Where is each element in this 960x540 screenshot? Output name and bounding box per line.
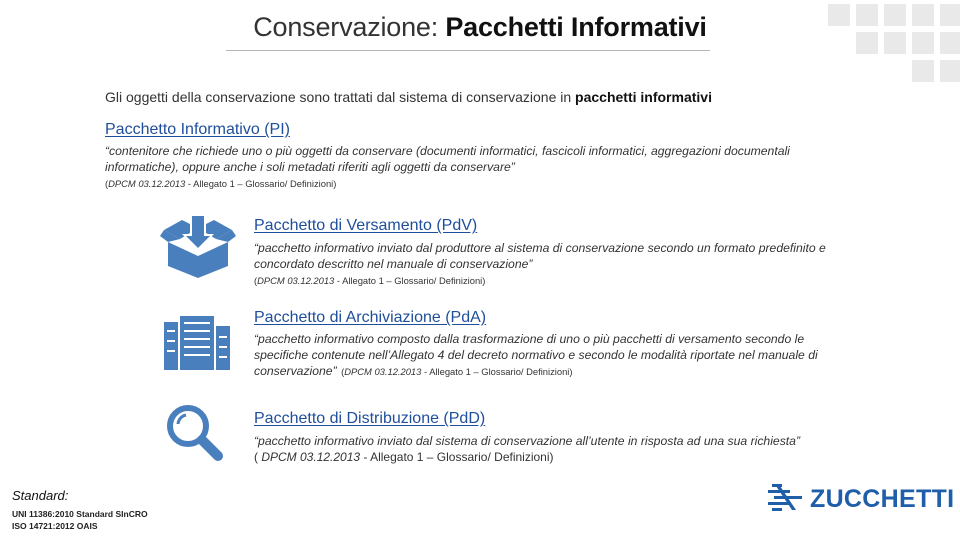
pdv-source-ref: DPCM 03.12.2013: [257, 275, 335, 286]
pdd-source-ref: DPCM 03.12.2013: [261, 450, 361, 464]
standard-label: Standard:: [12, 488, 69, 503]
pdd-quote-line1: “pacchetto informativo inviato dal sistema di conservazione all’utente in risposta ad una sua richiesta”: [254, 434, 801, 448]
pda-quote-line1: “pacchetto informativo composto dalla trasformazione di uno o più pacchetti di versamento secondo le: [254, 332, 805, 346]
pdv-quote-line2: concordato descritto nel manuale di conservazione”: [254, 257, 533, 271]
standard-line-uni: UNI 11386:2010 Standard SInCRO: [12, 509, 148, 519]
pi-source-ref: DPCM 03.12.2013: [108, 178, 186, 189]
pda-quote-line3: conservazione”: [254, 364, 337, 378]
pda-quote: [254, 331, 884, 363]
box-download-icon: [160, 212, 236, 280]
pda-source: (DPCM 03.12.2013 - Allegato 1 – Glossario/ Definizioni): [341, 366, 573, 377]
pda-source-rest: - Allegato 1 – Glossario/ Definizioni): [421, 366, 573, 377]
zucchetti-logo-text: ZUCCHETTI: [810, 485, 955, 513]
pi-heading: Pacchetto Informativo (PI): [105, 121, 290, 138]
standard-line-iso: ISO 14721:2012 OAIS: [12, 521, 98, 531]
pdd-source-rest: - Allegato 1 – Glossario/ Definizioni): [360, 450, 554, 464]
pdv-source: (DPCM 03.12.2013 - Allegato 1 – Glossario/ Definizioni): [254, 275, 486, 286]
pi-quote-line2: informatiche), oppure anche i soli metadati riferiti agli oggetti da conservare”: [105, 160, 515, 174]
pdv-source-rest: - Allegato 1 – Glossario/ Definizioni): [334, 275, 486, 286]
pi-quote: [105, 143, 885, 175]
pdd-source: ( DPCM 03.12.2013 - Allegato 1 – Glossario/ Definizioni): [254, 450, 554, 464]
page-title-bold: Pacchetti Informativi: [445, 12, 707, 42]
pi-source: (DPCM 03.12.2013 - Allegato 1 – Glossario/ Definizioni): [105, 178, 337, 189]
pda-heading: Pacchetto di Archiviazione (PdA): [254, 309, 487, 326]
pdv-heading: Pacchetto di Versamento (PdV): [254, 217, 478, 234]
intro-regular: Gli oggetti della conservazione sono trattati dal sistema di conservazione in: [105, 89, 576, 105]
intro-text: [105, 89, 712, 105]
pdv-quote-line1: “pacchetto informativo inviato dal produttore al sistema di conservazione secondo un formato predefinito e: [254, 241, 826, 255]
page-title-regular: Conservazione:: [253, 12, 446, 42]
pi-quote-line1: “contenitore che richiede uno o più oggetti da conservare (documenti informatici, fascicoli informatici, aggregazioni documentali: [105, 144, 790, 158]
pda-last-line: [254, 362, 573, 380]
pdd-quote: [254, 433, 894, 449]
magnifier-icon: [164, 402, 224, 462]
pdv-quote: [254, 240, 894, 272]
pda-quote-line2: specifiche contenute nell’Allegato 4 del decreto normativo e secondo le modalità riportate nel manuale di: [254, 348, 818, 362]
pi-source-rest: - Allegato 1 – Glossario/ Definizioni): [185, 178, 337, 189]
title-divider: [226, 50, 710, 51]
pdd-heading: Pacchetto di Distribuzione (PdD): [254, 410, 486, 427]
intro-bold: pacchetti informativi: [575, 89, 712, 105]
archive-building-icon: [164, 312, 230, 370]
page-title: [0, 12, 960, 43]
pda-source-ref: DPCM 03.12.2013: [344, 366, 422, 377]
